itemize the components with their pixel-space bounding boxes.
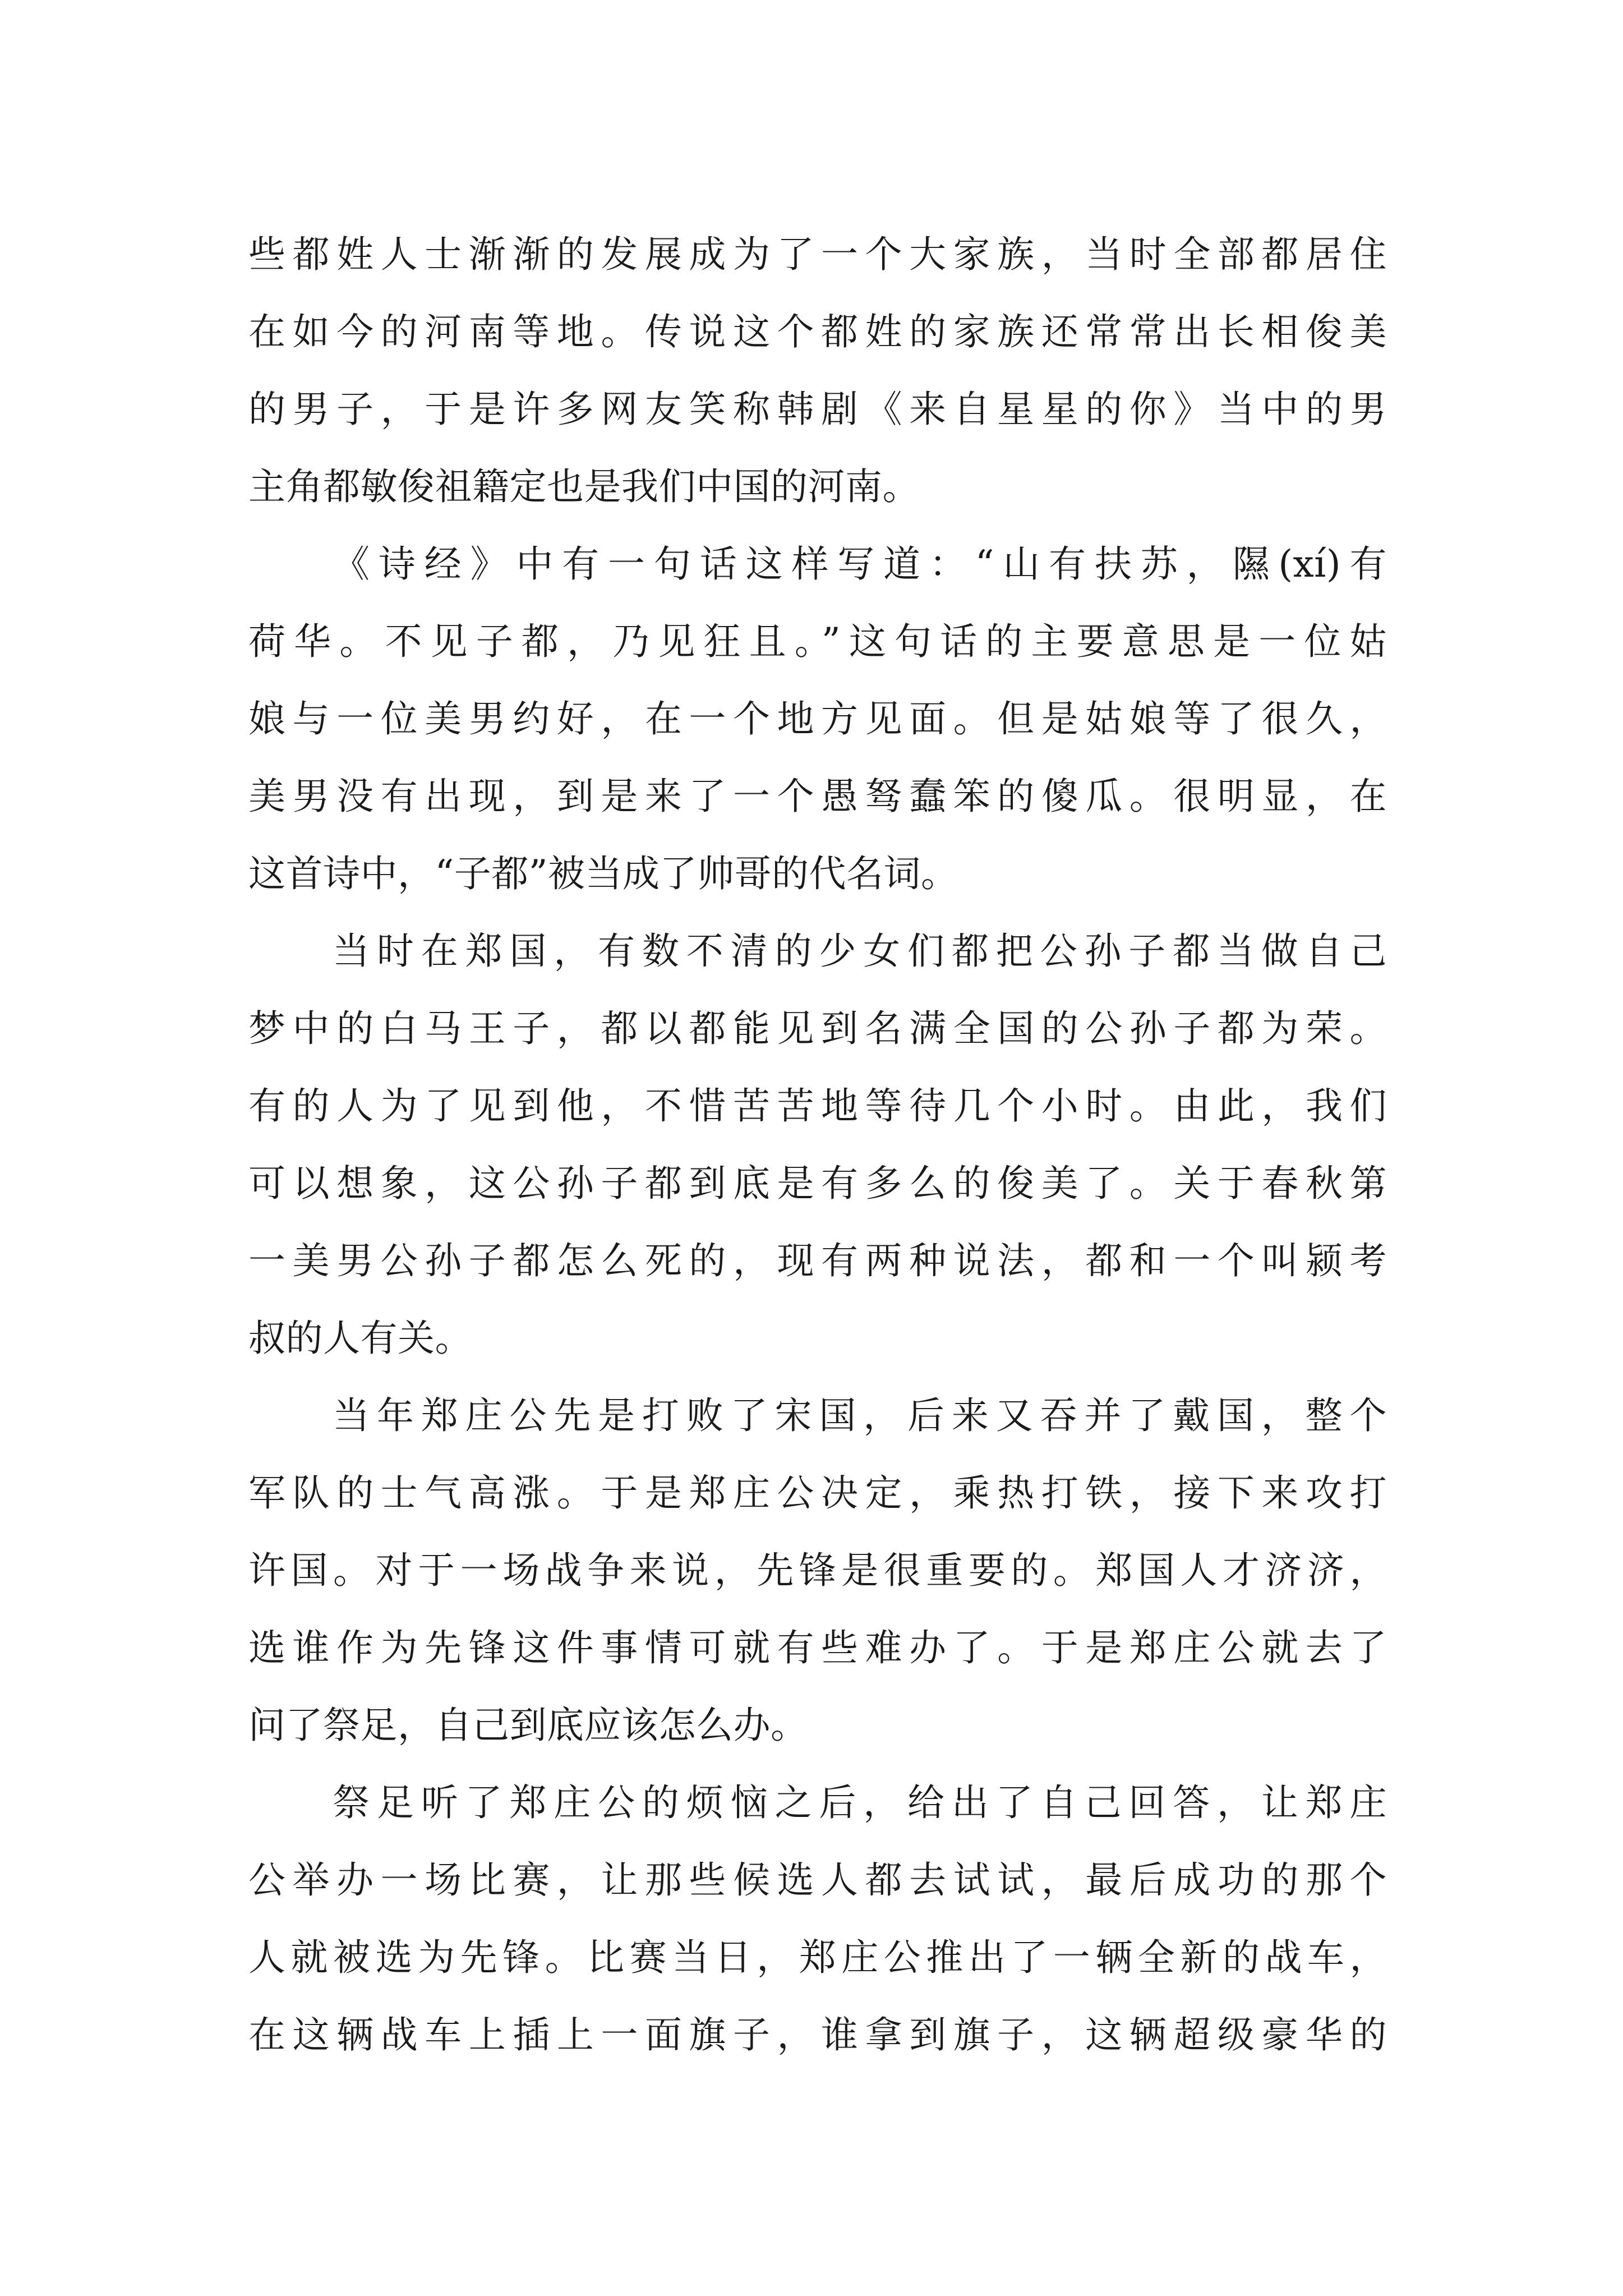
paragraph (248, 1377, 1387, 1764)
text-line: 问了祭足，自己到底应该怎么办。 (248, 1704, 808, 1747)
text-line: 梦中的白马王子，都以都能见到名满全国的公孙子都为荣。 (248, 1007, 1387, 1050)
text-line: 祭足听了郑庄公的烦恼之后，给出了自己回答，让郑庄 (333, 1781, 1387, 1824)
text-line: 人就被选为先锋。比赛当日，郑庄公推出了一辆全新的战车， (248, 1936, 1387, 1979)
text-line: 主角都敏俊祖籍定也是我们中国的河南。 (248, 465, 920, 508)
text-line: 当年郑庄公先是打败了宋国，后来又吞并了戴国，整个 (333, 1394, 1387, 1437)
text-line: 在如今的河南等地。传说这个都姓的家族还常常出长相俊美 (248, 310, 1387, 353)
text-line: 可以想象，这公孙子都到底是有多么的俊美了。关于春秋第 (248, 1162, 1387, 1205)
text-line: 选谁作为先锋这件事情可就有些难办了。于是郑庄公就去了 (248, 1626, 1387, 1669)
text-line: 一美男公孙子都怎么死的，现有两种说法，都和一个叫颍考 (248, 1239, 1387, 1282)
text-line: 的男子，于是许多网友笑称韩剧《来自星星的你》当中的男 (248, 388, 1387, 431)
paragraph (248, 526, 1387, 913)
text-line: 有的人为了见到他，不惜苦苦地等待几个小时。由此，我们 (248, 1084, 1387, 1128)
text-line: 军队的士气高涨。于是郑庄公决定，乘热打铁，接下来攻打 (248, 1471, 1387, 1515)
text-line: 许国。对于一场战争来说，先锋是很重要的。郑国人才济济， (248, 1549, 1387, 1592)
text-line: 这首诗中，“子都”被当成了帅哥的代名词。 (248, 852, 958, 895)
text-line: 荷华。不见子都，乃见狂且。”这句话的主要意思是一位姑 (248, 620, 1387, 663)
paragraph (248, 216, 1387, 526)
text-line: 当时在郑国，有数不清的少女们都把公孙子都当做自己 (333, 930, 1387, 973)
text-line: 在这辆战车上插上一面旗子，谁拿到旗子，这辆超级豪华的 (248, 2013, 1387, 2056)
text-line: 公举办一场比赛，让那些候选人都去试试，最后成功的那个 (248, 1858, 1387, 1902)
document-body (248, 216, 1387, 2074)
text-line: 叔的人有关。 (248, 1317, 472, 1360)
paragraph (248, 913, 1387, 1377)
text-line: 娘与一位美男约好，在一个地方见面。但是姑娘等了很久， (248, 697, 1387, 740)
text-line: 《诗经》中有一句话这样写道：“山有扶苏，隰(xí)有 (333, 542, 1387, 586)
text-line: 美男没有出现，到是来了一个愚驽蠢笨的傻瓜。很明显，在 (248, 775, 1387, 818)
paragraph (248, 1764, 1387, 2074)
text-line: 些都姓人士渐渐的发展成为了一个大家族，当时全部都居住 (248, 233, 1387, 276)
